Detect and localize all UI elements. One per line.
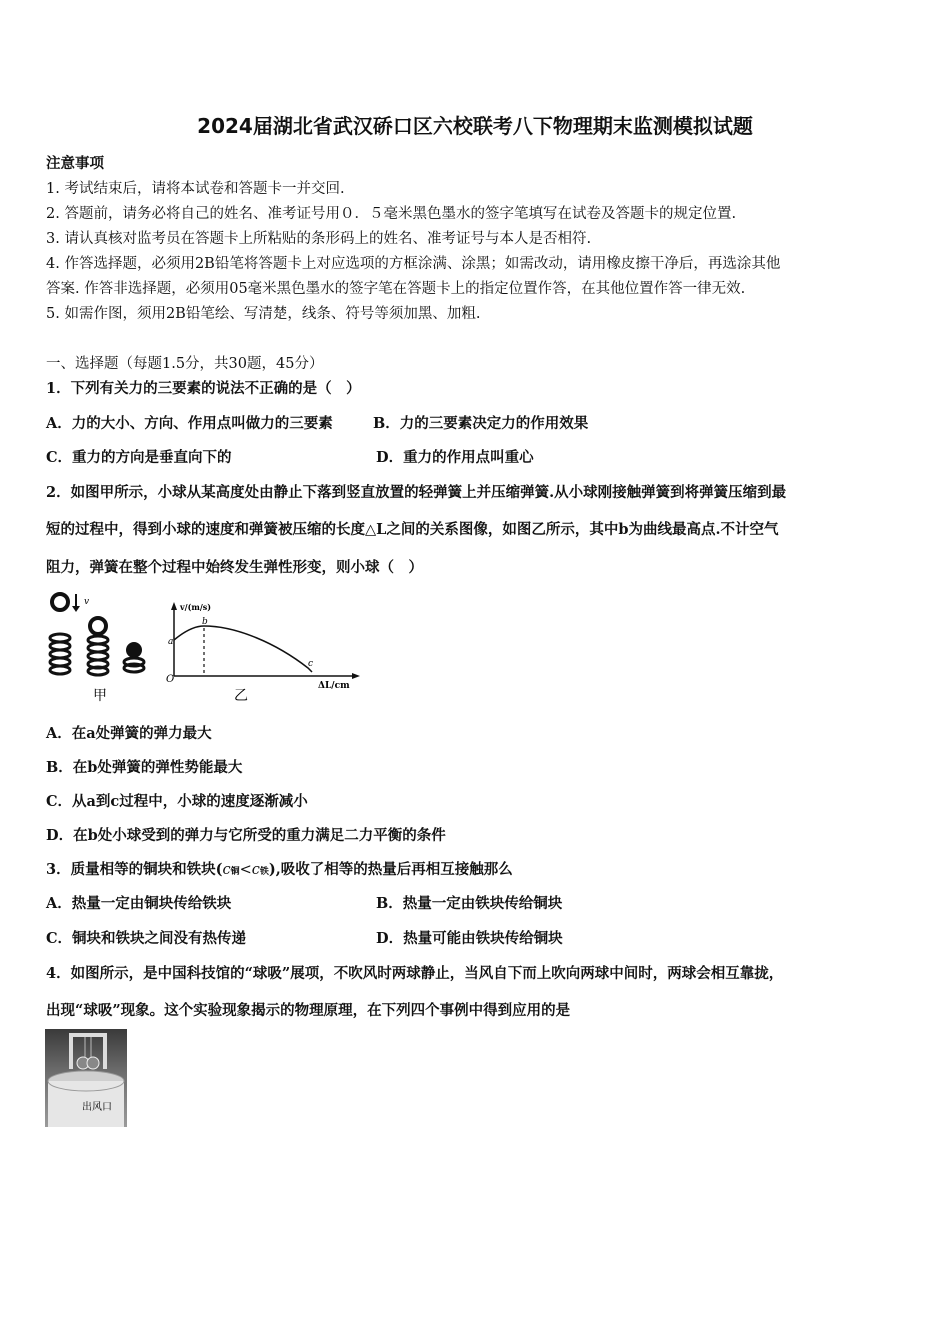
q2-option-d: D．在b处小球受到的弹力与它所受的重力满足二力平衡的条件 xyxy=(46,827,446,844)
q2-option-b: B．在b处弹簧的弹性势能最大 xyxy=(46,759,243,776)
q1-option-c: C．重力的方向是垂直向下的 xyxy=(46,449,232,466)
y-axis-label: v/(m/s) xyxy=(180,602,212,612)
ball-suction-photo xyxy=(45,1029,127,1127)
notice-item: 4. 作答选择题，必须用2B铅笔将答题卡上对应选项的方框涂满、涂黑；如需改动，请用橡皮擦干净后，再选涂其他 xyxy=(46,256,781,272)
photo-label-outlet: 出风口 xyxy=(82,1102,112,1113)
x-axis-label: ΔL/cm xyxy=(318,681,350,691)
section-heading: 一、选择题（每题1.5分，共30题，45分） xyxy=(46,356,324,372)
notice-item: 3. 请认真核对监考员在答题卡上所粘贴的条形码上的姓名、准考证号与本人是否相符. xyxy=(46,231,592,247)
question-3-stem: 3．质量相等的铜块和铁块(c铜<c铁),吸收了相等的热量后再相互接触那么 xyxy=(46,861,513,878)
origin-label: O xyxy=(166,674,175,685)
question-2-stem: 阻力，弹簧在整个过程中始终发生弹性形变，则小球（ ） xyxy=(46,559,423,576)
point-b-label: b xyxy=(202,617,208,627)
spring-2-icon xyxy=(88,636,108,675)
velocity-curve xyxy=(174,626,312,672)
q3-option-c: C．铜块和铁块之间没有热传递 xyxy=(46,930,247,947)
question-2-stem: 2．如图甲所示，小球从某高度处由静止下落到竖直放置的轻弹簧上并压缩弹簧.从小球刚接触弹簧到将弹簧压缩到最 xyxy=(46,484,787,501)
notice-item: 1. 考试结束后，请将本试卷和答题卡一并交回. xyxy=(46,181,345,197)
question-4-stem: 出现“球吸”现象。这个实验现象揭示的物理原理，在下列四个事例中得到应用的是 xyxy=(46,1002,571,1019)
notice-heading: 注意事项 xyxy=(46,155,104,172)
ball-on-spring-icon xyxy=(90,618,106,634)
velocity-label: v xyxy=(84,597,90,607)
question-1-stem: 1．下列有关力的三要素的说法不正确的是（ ） xyxy=(46,380,361,397)
notice-item: 答案. 作答非选择题，必须用05毫米黑色墨水的签字笔在答题卡上的指定位置作答，在其他位置作答一律无效. xyxy=(46,281,746,297)
ball-right-icon xyxy=(87,1057,99,1069)
q3-option-a: A．热量一定由铜块传给铁块 xyxy=(46,895,232,912)
notice-item: 5. 如需作图，须用2B铅笔绘、写清楚，线条、符号等须加黑、加粗. xyxy=(46,306,481,322)
figure-label-jia: 甲 xyxy=(93,688,107,704)
q2-option-c: C．从a到c过程中，小球的速度逐渐减小 xyxy=(46,793,308,810)
page-title: 2024届湖北省武汉硚口区六校联考八下物理期末监测模拟试题 xyxy=(197,114,753,138)
figure-label-yi: 乙 xyxy=(234,688,248,704)
point-c-label: c xyxy=(308,659,314,669)
ball-compressed-icon xyxy=(126,642,142,658)
question-2-stem: 短的过程中，得到小球的速度和弹簧被压缩的长度△L之间的关系图像，如图乙所示，其中b为曲线最高点.不计空气 xyxy=(46,521,779,538)
notice-item: 2. 答题前，请务必将自己的姓名、准考证号用０．５毫米黑色墨水的签字笔填写在试卷及答题卡的规定位置. xyxy=(46,206,737,222)
spring-1-icon xyxy=(50,634,70,674)
q3-option-b: B．热量一定由铁块传给铜块 xyxy=(376,895,563,912)
q1-option-d: D．重力的作用点叫重心 xyxy=(376,449,534,466)
q1-option-b: B．力的三要素决定力的作用效果 xyxy=(373,415,589,432)
q1-option-a: A．力的大小、方向、作用点叫做力的三要素 xyxy=(46,415,333,432)
q3-option-d: D．热量可能由铁块传给铜块 xyxy=(376,930,563,947)
falling-ball-icon xyxy=(52,594,68,610)
point-a-label: a xyxy=(168,637,174,647)
q2-option-a: A．在a处弹簧的弹力最大 xyxy=(46,725,212,742)
question-4-stem: 4．如图所示，是中国科技馆的“球吸”展项，不吹风时两球静止，当风自下而上吹向两球中间时，两球会相互靠拢， xyxy=(46,965,784,982)
spring-3-icon xyxy=(124,658,144,672)
spring-figure xyxy=(46,588,366,708)
